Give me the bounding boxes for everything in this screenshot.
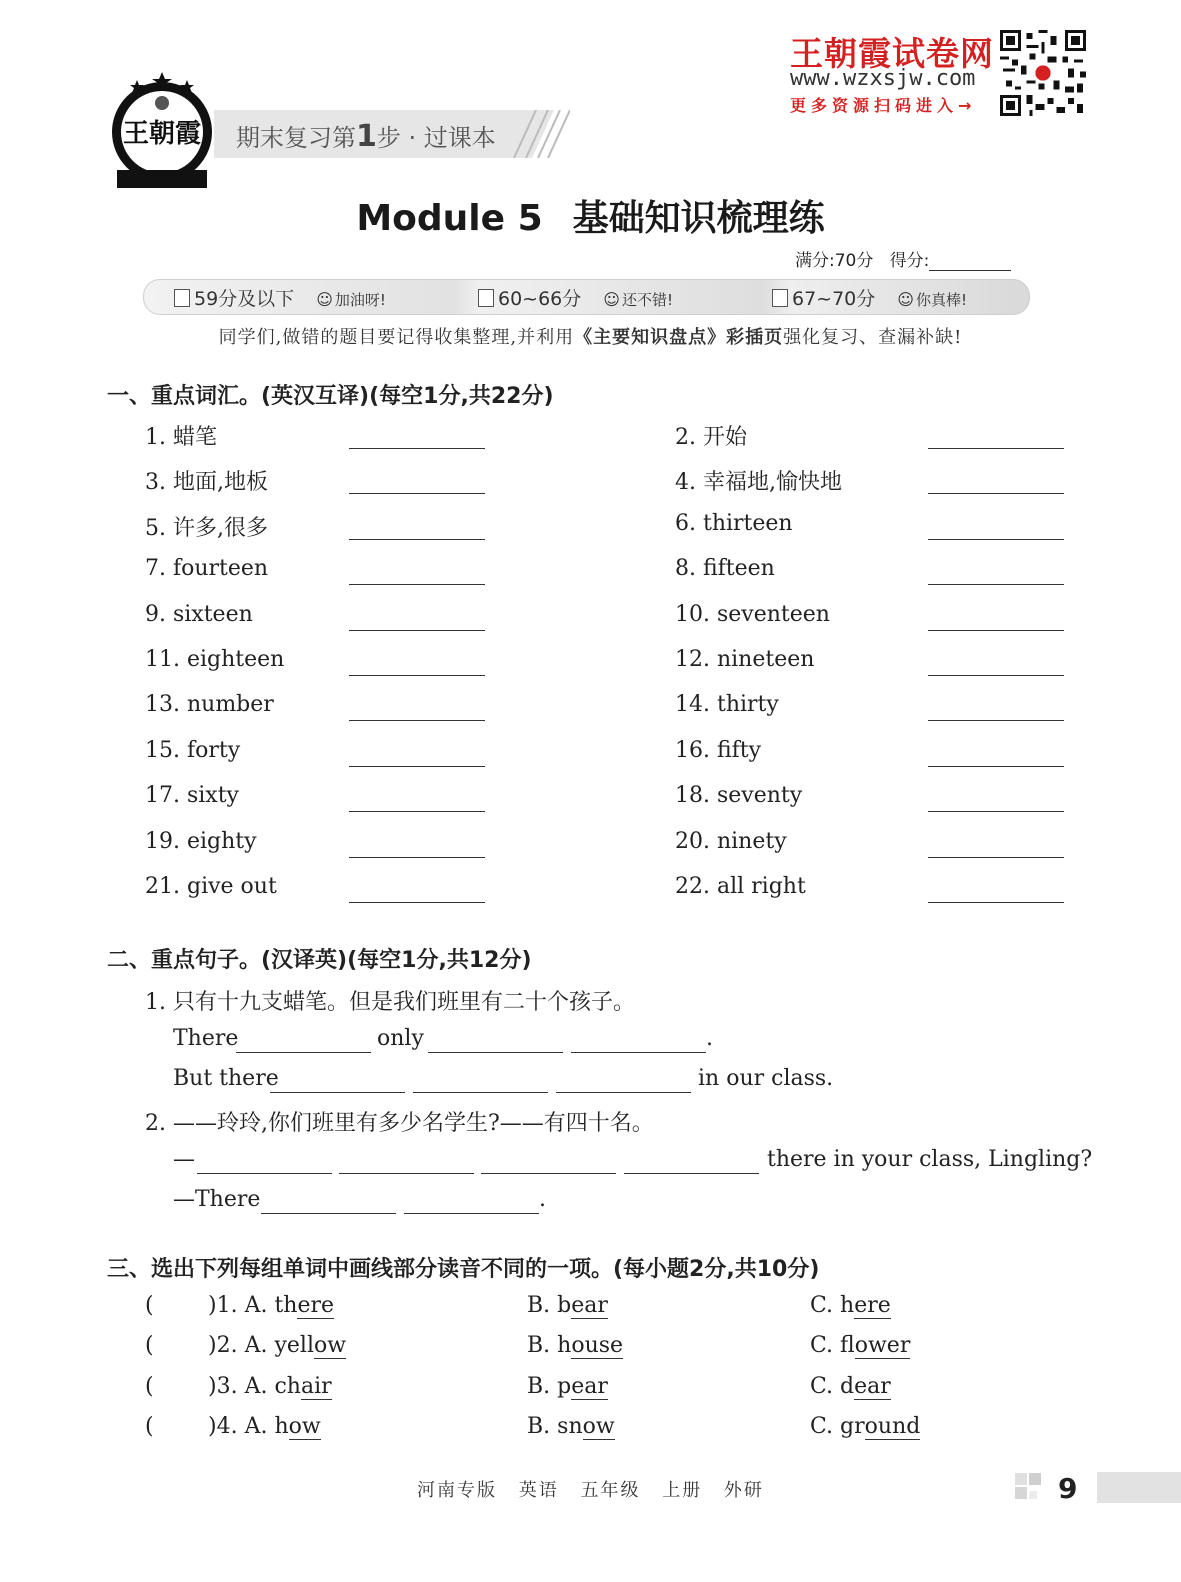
- banner-step-number: 1: [356, 119, 377, 154]
- vocab-answer-blank-17[interactable]: [349, 811, 485, 812]
- word-part: yell: [274, 1333, 314, 1359]
- brand-scan-hint: 更多资源扫码进入→: [790, 96, 977, 115]
- vocab-answer-blank-6[interactable]: [928, 539, 1064, 540]
- phonics-paren-1[interactable]: (: [145, 1293, 154, 1318]
- vocab-answer-blank-10[interactable]: [928, 630, 1064, 631]
- module-subtitle: 基础知识梳理练: [572, 198, 825, 239]
- underlined-part: ere: [297, 1293, 335, 1318]
- score-level-2: [478, 284, 673, 311]
- word-part: p: [557, 1373, 572, 1399]
- vocab-answer-blank-13[interactable]: [349, 720, 485, 721]
- score-level-3-comment: 你真棒!: [915, 291, 967, 309]
- score-level-3-range: 67~70分: [792, 288, 876, 310]
- word-part: ch: [274, 1373, 301, 1399]
- banner-prefix: 期末复习第: [236, 124, 356, 152]
- word-part: h: [557, 1333, 572, 1359]
- phonics-number-3: )3. A.: [208, 1373, 275, 1399]
- vocab-answer-blank-22[interactable]: [928, 902, 1064, 903]
- vocab-answer-blank-1[interactable]: [349, 448, 485, 449]
- sentence2-chinese: 2. ——玲玲,你们班里有多少名学生?——有四十名。: [145, 1111, 654, 1136]
- sentence1-line2-start: But there: [173, 1066, 279, 1091]
- sentence2-line2-start: —There: [173, 1187, 261, 1212]
- vocab-item-6: 6. thirteen: [675, 510, 793, 536]
- note-suffix: 强化复习、查漏补缺!: [783, 327, 963, 348]
- underlined-part: ear: [571, 1293, 608, 1318]
- smile-face-icon: ☺: [316, 290, 333, 309]
- vocab-item-11: 11. eighteen: [145, 647, 285, 672]
- word-part: gr: [840, 1413, 865, 1439]
- sentence2-blank-6[interactable]: [404, 1213, 539, 1214]
- vocab-item-5: 5. 许多,很多: [145, 515, 268, 541]
- sentence1-blank-6[interactable]: [556, 1092, 691, 1093]
- sentence2-line2-end: .: [539, 1187, 546, 1212]
- underlined-part: ower: [854, 1333, 911, 1359]
- option-letter: B.: [527, 1413, 558, 1439]
- vocab-item-21: 21. give out: [145, 874, 277, 899]
- got-score-blank[interactable]: [929, 252, 1011, 271]
- word-part: sn: [557, 1413, 583, 1439]
- sentence2-line1-start: —: [173, 1147, 195, 1172]
- vocab-item-17: 17. sixty: [145, 783, 239, 809]
- brand-name: 王朝霞试卷网: [790, 34, 994, 73]
- phonics-option-a-4: [208, 1414, 321, 1439]
- phonics-option-a-3: [208, 1374, 332, 1399]
- vocab-answer-blank-21[interactable]: [349, 902, 485, 903]
- vocab-item-19: 19. eighty: [145, 828, 257, 854]
- phonics-option-c-4: [810, 1414, 920, 1439]
- sentence2-blank-5[interactable]: [261, 1213, 396, 1214]
- section1-title: 一、重点词汇。(英汉互译)(每空1分,共22分): [107, 384, 554, 409]
- sentence1-line1-mid: only: [377, 1026, 424, 1051]
- word-part: th: [274, 1293, 298, 1318]
- publisher-logo: [107, 70, 217, 192]
- vocab-item-22: 22. all right: [675, 874, 806, 899]
- vocab-answer-blank-2[interactable]: [928, 448, 1064, 449]
- phonics-option-b-1: [527, 1293, 608, 1318]
- option-letter: C.: [810, 1413, 841, 1439]
- vocab-item-18: 18. seventy: [675, 783, 803, 809]
- score-level-2-range: 60~66分: [498, 288, 582, 310]
- vocab-item-10: 10. seventeen: [675, 601, 830, 627]
- word-part: b: [557, 1293, 572, 1318]
- underlined-part: ow: [288, 1413, 321, 1439]
- vocab-answer-blank-3[interactable]: [349, 493, 485, 494]
- sentence1-chinese: 1. 只有十九支蜡笔。但是我们班里有二十个孩子。: [145, 990, 635, 1015]
- vocab-answer-blank-11[interactable]: [349, 675, 485, 676]
- got-score-label: 得分:: [889, 251, 930, 271]
- option-letter: C.: [810, 1373, 841, 1399]
- score-level-2-checkbox[interactable]: [478, 289, 494, 307]
- underlined-part: ear: [571, 1373, 608, 1399]
- score-level-2-comment: 还不错!: [621, 291, 673, 309]
- vocab-answer-blank-12[interactable]: [928, 675, 1064, 676]
- vocab-item-13: 13. number: [145, 692, 274, 718]
- word-part: d: [840, 1373, 855, 1399]
- vocab-answer-blank-18[interactable]: [928, 811, 1064, 812]
- underlined-part: ear: [854, 1373, 891, 1399]
- option-letter: C.: [810, 1293, 841, 1318]
- review-step-banner: [236, 118, 496, 154]
- score-level-1-checkbox[interactable]: [174, 289, 190, 307]
- vocab-answer-blank-4[interactable]: [928, 493, 1064, 494]
- study-note: [0, 323, 1181, 349]
- phonics-option-a-1: [208, 1293, 334, 1318]
- sentence1-blank-3[interactable]: [571, 1052, 706, 1053]
- underlined-part: ow: [313, 1333, 347, 1359]
- vocab-item-16: 16. fifty: [675, 737, 762, 763]
- page-number: 9: [1058, 1472, 1078, 1505]
- option-letter: C.: [810, 1333, 841, 1359]
- section2-title: 二、重点句子。(汉译英)(每空1分,共12分): [107, 948, 532, 973]
- option-letter: B.: [527, 1333, 558, 1359]
- vocab-item-3: 3. 地面,地板: [145, 470, 268, 496]
- vocab-answer-blank-16[interactable]: [928, 766, 1064, 767]
- qr-code-icon[interactable]: [1000, 30, 1086, 116]
- score-level-1: [174, 284, 386, 311]
- score-level-3-checkbox[interactable]: [772, 289, 788, 307]
- score-level-1-range: 59分及以下: [194, 288, 295, 310]
- phonics-option-b-4: [527, 1414, 615, 1439]
- vocab-item-12: 12. nineteen: [675, 647, 815, 672]
- page-number-bar: [1097, 1472, 1181, 1503]
- vocab-item-4: 4. 幸福地,愉快地: [675, 470, 842, 496]
- banner-suffix: 步 · 过课本: [376, 124, 496, 152]
- score-level-3: [772, 284, 967, 311]
- vocab-answer-blank-7[interactable]: [349, 584, 485, 585]
- sentence1-line1-start: There: [173, 1026, 239, 1051]
- vocab-item-7: 7. fourteen: [145, 556, 269, 582]
- option-letter: B.: [527, 1293, 558, 1318]
- smile-face-icon: ☺: [603, 290, 620, 309]
- vocab-item-2: 2. 开始: [675, 425, 747, 450]
- sentence2-blank-2[interactable]: [339, 1173, 474, 1174]
- sentence2-blank-4[interactable]: [624, 1173, 759, 1174]
- underlined-part: ere: [854, 1293, 891, 1318]
- vocab-item-1: 1. 蜡笔: [145, 425, 217, 450]
- sentence1-blank-2[interactable]: [428, 1052, 563, 1053]
- sentence2-blank-3[interactable]: [481, 1173, 616, 1174]
- sentence1-blank-5[interactable]: [413, 1092, 548, 1093]
- brand-url[interactable]: www.wzxsjw.com: [790, 66, 976, 91]
- sentence2-line1-end: there in your class, Lingling?: [767, 1147, 1093, 1172]
- vocab-answer-blank-20[interactable]: [928, 857, 1064, 858]
- vocab-item-8: 8. fifteen: [675, 556, 775, 582]
- vocab-answer-blank-15[interactable]: [349, 766, 485, 767]
- page-title: [0, 190, 1181, 241]
- vocab-answer-blank-5[interactable]: [349, 539, 485, 540]
- phonics-option-b-3: [527, 1374, 608, 1399]
- page-corner-decoration: [1015, 1473, 1043, 1503]
- phonics-number-1: )1. A.: [208, 1293, 275, 1318]
- phonics-paren-2[interactable]: (: [145, 1333, 154, 1359]
- svg-text:王朝霞: 王朝霞: [122, 119, 202, 149]
- underlined-part: ouse: [571, 1333, 624, 1359]
- vocab-item-14: 14. thirty: [675, 692, 779, 718]
- phonics-paren-4[interactable]: (: [145, 1413, 154, 1439]
- sentence1-blank-4[interactable]: [270, 1092, 405, 1093]
- sentence1-line1-end: .: [706, 1026, 713, 1051]
- phonics-option-c-2: [810, 1333, 910, 1358]
- word-part: h: [840, 1293, 855, 1318]
- vocab-answer-blank-19[interactable]: [349, 857, 485, 858]
- word-part: fl: [840, 1333, 855, 1359]
- underlined-part: air: [300, 1373, 332, 1399]
- vocab-answer-blank-14[interactable]: [928, 720, 1064, 721]
- sentence1-line2-end: in our class.: [698, 1066, 834, 1091]
- sentence1-blank-1[interactable]: [236, 1052, 371, 1053]
- option-letter: B.: [527, 1373, 558, 1399]
- vocab-item-20: 20. ninety: [675, 828, 787, 854]
- vocab-answer-blank-9[interactable]: [349, 630, 485, 631]
- underlined-part: ow: [582, 1413, 615, 1439]
- phonics-option-c-3: [810, 1374, 891, 1399]
- smile-face-icon: ☺: [897, 290, 914, 309]
- score-info: [795, 246, 1011, 271]
- footer-edition: 河南专版 英语 五年级 上册 外研: [417, 1480, 764, 1501]
- vocab-answer-blank-8[interactable]: [928, 584, 1064, 585]
- note-prefix: 同学们,做错的题目要记得收集整理,并利用: [218, 327, 575, 348]
- full-score: 满分:70分: [795, 251, 874, 271]
- vocab-item-9: 9. sixteen: [145, 601, 253, 627]
- phonics-number-2: )2. A.: [208, 1333, 275, 1359]
- phonics-option-c-1: [810, 1293, 891, 1318]
- phonics-number-4: )4. A.: [208, 1413, 275, 1439]
- phonics-option-b-2: [527, 1333, 623, 1358]
- word-part: h: [274, 1413, 289, 1439]
- phonics-option-a-2: [208, 1333, 346, 1358]
- score-level-1-comment: 加油呀!: [334, 291, 386, 309]
- module-title: Module 5: [356, 198, 543, 239]
- note-highlight: 《主要知识盘点》彩插页: [574, 327, 784, 348]
- phonics-paren-3[interactable]: (: [145, 1373, 154, 1399]
- sentence2-blank-1[interactable]: [197, 1173, 332, 1174]
- underlined-part: ound: [864, 1413, 921, 1439]
- section3-title: 三、选出下列每组单词中画线部分读音不同的一项。(每小题2分,共10分): [107, 1257, 820, 1282]
- vocab-item-15: 15. forty: [145, 737, 241, 763]
